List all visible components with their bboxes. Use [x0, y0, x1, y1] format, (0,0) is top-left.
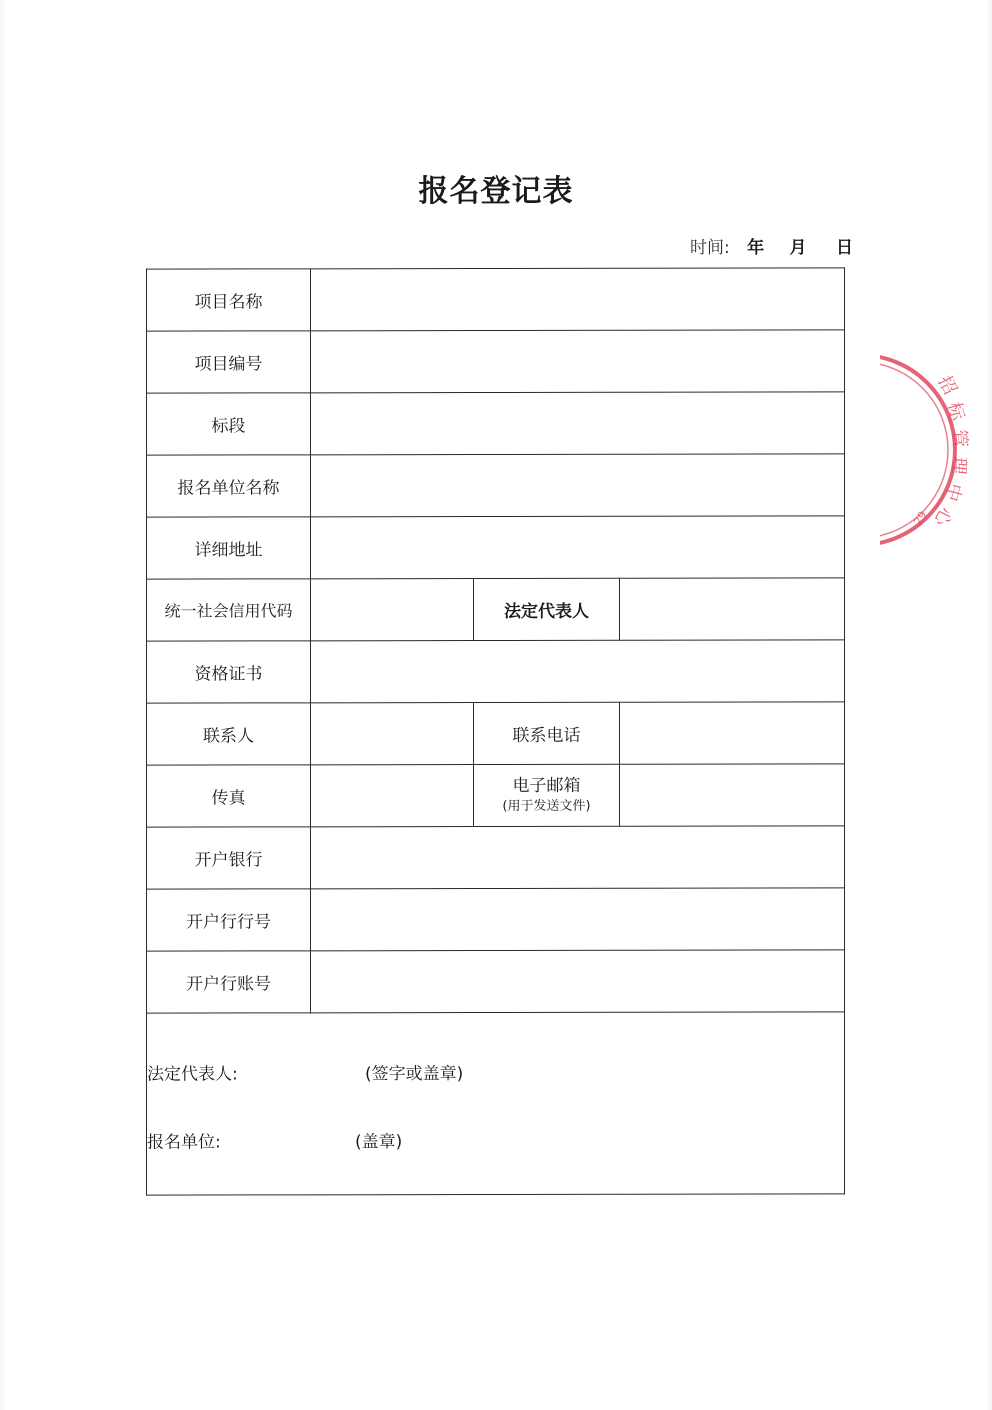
unit-seal-note: (盖章)	[355, 1132, 403, 1153]
date-day: 日	[835, 238, 853, 258]
label-applicant-name: 报名单位名称	[147, 455, 311, 517]
label-bank-code: 开户行行号	[147, 889, 311, 951]
legal-rep-signature-label: 法定代表人:	[147, 1064, 238, 1085]
row-project-name	[147, 268, 845, 331]
row-bank	[147, 826, 845, 889]
row-credit-code	[147, 578, 845, 641]
unit-seal-label: 报名单位:	[147, 1132, 221, 1153]
legal-rep-signature-note: (签字或盖章)	[365, 1064, 464, 1085]
field-bank-code[interactable]	[311, 888, 845, 951]
field-qualification[interactable]	[311, 640, 845, 703]
field-project-number[interactable]	[311, 330, 845, 393]
date-label: 时间:	[690, 238, 730, 258]
field-bank[interactable]	[311, 826, 845, 889]
row-contact	[147, 702, 845, 765]
label-email	[474, 764, 620, 826]
email-note: (用于发送文件)	[502, 799, 591, 815]
label-bank: 开户银行	[147, 827, 311, 889]
field-bank-account[interactable]	[311, 950, 845, 1013]
row-applicant-name	[147, 454, 845, 517]
unit-seal-line	[147, 1127, 403, 1153]
row-qualification	[147, 640, 845, 703]
legal-rep-signature-line	[147, 1059, 464, 1085]
row-section	[147, 392, 845, 455]
email-label-text: 电子邮箱	[512, 776, 581, 797]
form-title: 报名登记表	[418, 174, 574, 209]
date-line	[690, 233, 853, 258]
label-contact: 联系人	[147, 703, 311, 765]
row-address	[147, 516, 845, 579]
field-contact[interactable]	[311, 703, 474, 765]
label-bank-account: 开户行账号	[147, 951, 311, 1013]
registration-table	[146, 267, 845, 1195]
row-fax-email	[147, 764, 845, 827]
field-contact-phone[interactable]	[620, 702, 845, 764]
field-email[interactable]	[620, 764, 845, 826]
label-address: 详细地址	[147, 517, 311, 579]
svg-text:29: 29	[911, 508, 930, 528]
svg-text:心: 心	[929, 503, 957, 530]
label-qualification: 资格证书	[147, 641, 311, 703]
field-applicant-name[interactable]	[311, 454, 845, 517]
label-project-name: 项目名称	[147, 269, 311, 331]
field-project-name[interactable]	[311, 268, 845, 331]
svg-text:管: 管	[948, 428, 971, 449]
field-credit-code[interactable]	[311, 579, 474, 641]
row-bank-code	[147, 888, 845, 951]
label-contact-phone: 联系电话	[474, 702, 620, 764]
label-credit-code: 统一社会信用代码	[147, 579, 311, 641]
field-fax[interactable]	[311, 765, 474, 827]
svg-text:理: 理	[947, 455, 970, 476]
field-address[interactable]	[311, 516, 845, 579]
row-signature	[147, 1012, 845, 1195]
label-fax: 传真	[147, 765, 311, 827]
svg-text:中: 中	[940, 480, 966, 504]
field-legal-rep[interactable]	[620, 578, 845, 640]
label-project-number: 项目编号	[147, 331, 311, 393]
row-project-number	[147, 330, 845, 393]
official-seal-stamp	[880, 340, 992, 560]
date-year: 年	[747, 238, 765, 258]
svg-text:标: 标	[943, 399, 969, 423]
field-section[interactable]	[311, 392, 845, 455]
svg-text:招: 招	[933, 372, 961, 399]
date-month: 月	[789, 238, 807, 258]
row-bank-account	[147, 950, 845, 1013]
signature-block	[147, 1012, 845, 1195]
label-legal-rep: 法定代表人	[474, 578, 620, 640]
label-section: 标段	[147, 393, 311, 455]
